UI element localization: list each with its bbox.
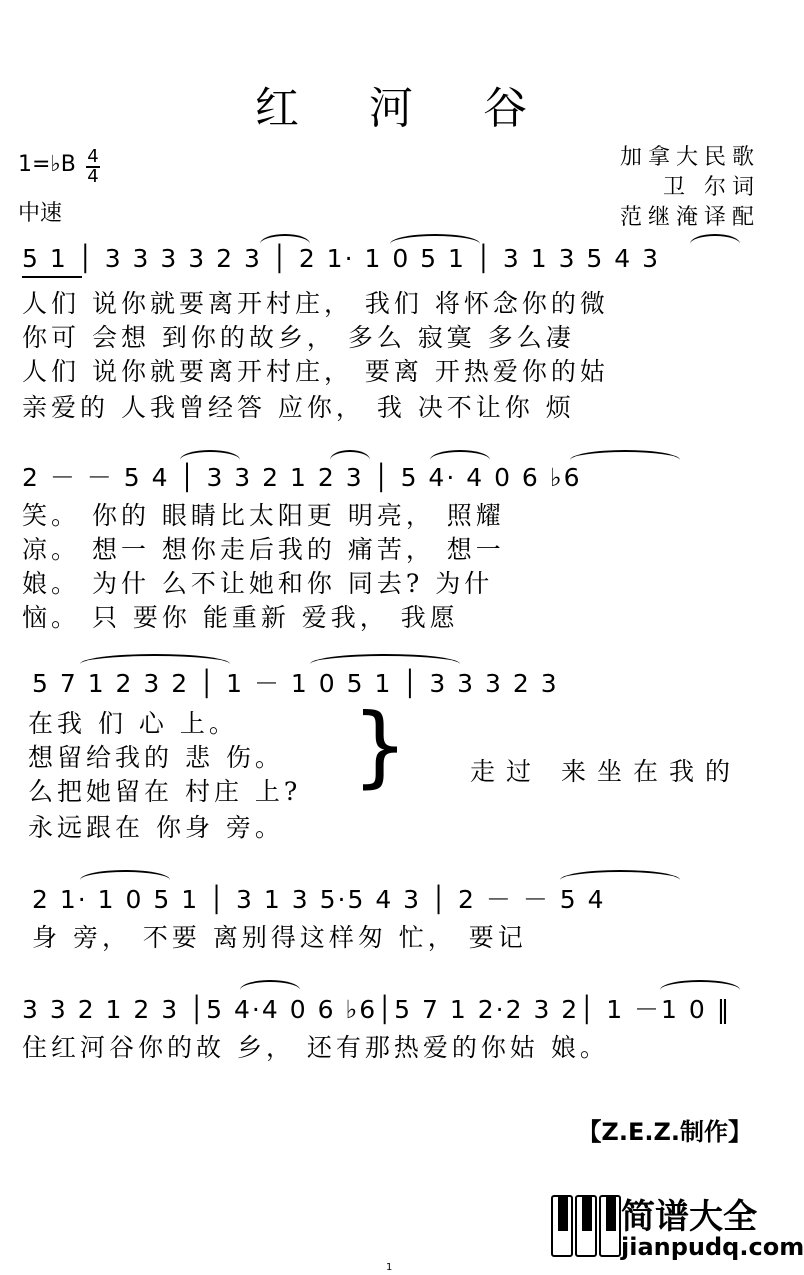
slur: [390, 234, 480, 244]
lyric-2-verse-4: 恼。 只 要你 能重新 爱我， 我愿: [22, 603, 459, 632]
tempo-marking: 中速: [18, 201, 63, 226]
time-sig-top: 4: [87, 146, 99, 167]
slur: [80, 654, 230, 664]
lyric-1-verse-3: 人们 说你就要离开村庄， 要离 开热爱你的姑: [22, 357, 609, 386]
maker-credit: 【Z.E.Z.制作】: [577, 1118, 752, 1146]
slur: [570, 450, 680, 460]
lyric-2-verse-3: 娘。 为什 么不让她和你 同去? 为什: [22, 569, 494, 598]
watermark-name: 简谱大全: [621, 1197, 757, 1237]
slur: [560, 870, 680, 880]
lyric-2-verse-2: 凉。 想一 想你走后我的 痛苦， 想一: [22, 535, 505, 564]
notes-line-2: 2 － － 5 4 │ 3 3 2 1 2 3 │ 5 4· 4 0 6 ♭6: [22, 463, 582, 492]
time-sig-bottom: 4: [87, 166, 99, 187]
lyric-2-verse-1: 笑。 你的 眼睛比太阳更 明亮， 照耀: [22, 501, 505, 530]
watermark-url: jianpudq.com: [621, 1233, 804, 1261]
lyric-1-verse-4: 亲爱的 人我曾经答 应你， 我 决不让你 烦: [22, 393, 575, 422]
notes-line-4: 2 1· 1 0 5 1 │ 3 1 3 5·5 4 3 │ 2 － － 5 4: [32, 885, 606, 914]
verse-brace: }: [352, 694, 408, 797]
watermark-logo: [551, 1185, 804, 1269]
slur: [80, 870, 170, 880]
slur: [260, 234, 310, 244]
key-signature: [18, 152, 76, 177]
slur: [690, 234, 740, 244]
notes-line-3: 5 7 1 2 3 2 │ 1 － 1 0 5 1 │ 3 3 3 2 3: [32, 669, 559, 698]
slur: [310, 654, 460, 664]
credit-translator: 范继淹译配: [619, 205, 760, 230]
lyric-3-verse-2: 想留给我的 悲 伤。: [28, 743, 284, 772]
slur: [660, 980, 740, 990]
slur: [180, 450, 240, 460]
lyric-3-verse-4: 永远跟在 你身 旁。: [28, 813, 284, 842]
slur: [240, 980, 300, 990]
song-title: 红 河 谷: [255, 83, 555, 134]
key-label: 1=♭B: [18, 152, 76, 177]
notes-line-5: 3 3 2 1 2 3 │5 4·4 0 6 ♭6│5 7 1 2·2 3 2│ 1 －1 0 ‖: [22, 995, 732, 1024]
piano-keys-icon: [551, 1195, 623, 1261]
lyric-1-verse-1: 人们 说你就要离开村庄， 我们 将怀念你的微: [22, 289, 609, 318]
lyric-3-verse-1: 在我 们 心 上。: [28, 709, 238, 738]
slur: [430, 450, 490, 460]
lyric-3-verse-3: 么把她留在 村庄 上?: [28, 777, 302, 806]
lyric-5: 住红河谷你的故 乡， 还有那热爱的你姑 娘。: [22, 1033, 609, 1062]
lyric-3-refrain: 走过 来坐在我的: [470, 757, 741, 786]
time-signature: [86, 148, 100, 186]
slur: [330, 450, 370, 460]
lyric-4: 身 旁， 不要 离别得这样匆 忙， 要记: [32, 923, 527, 952]
notes-line-1: 5 1 │ 3 3 3 3 2 3 │ 2 1· 1 0 5 1 │ 3 1 3 5 4 3: [22, 244, 661, 273]
page-number: 1: [386, 1262, 393, 1273]
beam: [22, 276, 82, 278]
lyric-1-verse-2: 你可 会想 到你的故乡， 多么 寂寞 多么凄: [22, 323, 575, 352]
credit-origin: 加拿大民歌: [619, 145, 760, 170]
credit-lyricist: 卫 尔词: [663, 175, 760, 200]
